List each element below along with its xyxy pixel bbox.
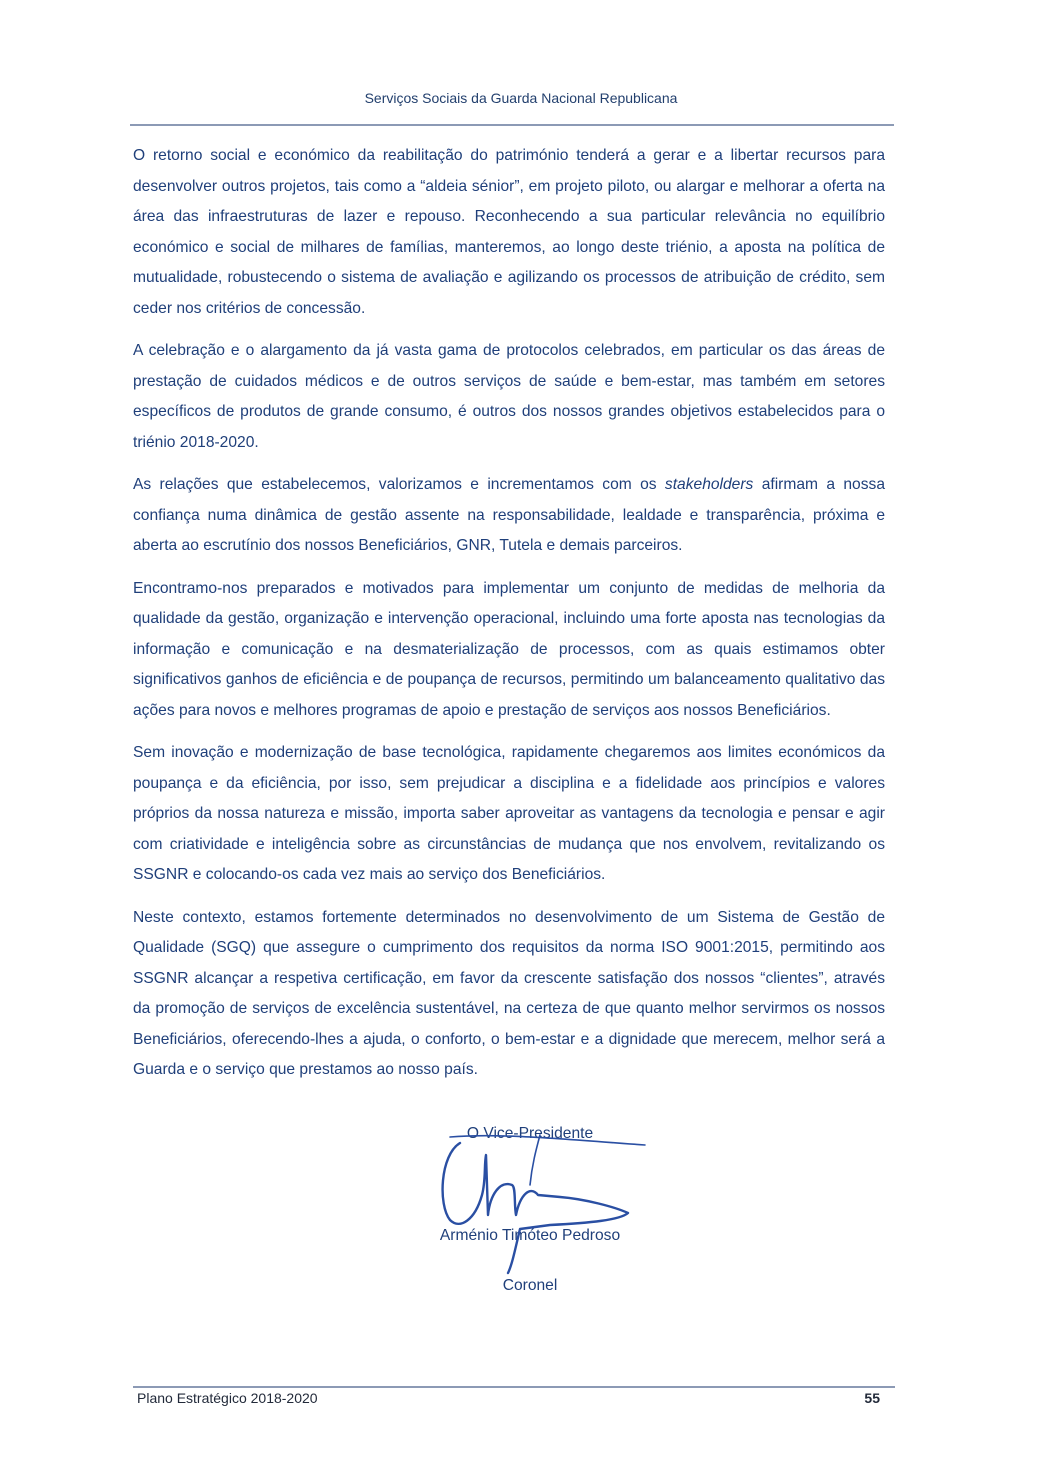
signature-block: [380, 1125, 680, 1315]
footer-divider: [133, 1386, 895, 1388]
paragraph: O retorno social e económico da reabilitação do património tenderá a gerar e a libertar recursos para desenvolver outros projetos, tais como a “aldeia sénior”, em projeto piloto, ou alargar e melhorar a oferta na área das infraestruturas de lazer e repouso. Reconhecendo a sua particular relevância no equilíbrio económico e social de milhares de famílias, manteremos, ao longo deste triénio, a aposta na política de mutualidade, robustecendo o sistema de avaliação e agilizando os processos de atribuição de crédito, sem ceder nos critérios de concessão.: [133, 147, 885, 317]
paragraph-emphasis: stakeholders: [664, 476, 754, 493]
signatory-name: Arménio Timóteo Pedroso: [439, 1227, 621, 1244]
footer-document-title: Plano Estratégico 2018-2020: [137, 1390, 318, 1406]
paragraph: Neste contexto, estamos fortemente determinados no desenvolvimento de um Sistema de Gestão de Qualidade (SGQ) que assegure o cumprimento dos requisitos da norma ISO 9001:2015, permitindo aos SSGNR alcançar a respetiva certificação, em favor da crescente satisfação dos nossos “clientes”, através da promoção de serviços de excelência sustentável, na certeza de que quanto melhor servirmos os nossos Beneficiários, oferecendo-lhes a ajuda, o conforto, o bem-estar e a dignidade que merecem, melhor será a Guarda e o serviço que prestamos ao nosso país.: [133, 908, 885, 1078]
header-divider: [130, 124, 894, 126]
signatory-rank: Coronel: [502, 1277, 558, 1294]
paragraph-text: afirmam a nossa confiança numa dinâmica de gestão assente na responsabilidade, lealdade e transparência, próxima e aberta ao escrutínio dos nossos Beneficiários, GNR, Tutela e demais parceiros.: [133, 476, 885, 554]
paragraph-text: As relações que estabelecemos, valorizamos e incrementamos com os: [133, 476, 665, 493]
paragraph: Encontramo-nos preparados e motivados para implementar um conjunto de medidas de melhoria da qualidade da gestão, organização e intervenção operacional, incluindo uma forte aposta nas tecnologias da informação e comunicação e na desmaterialização de processos, com as quais estimamos obter significativos ganhos de eficiência e de poupança de recursos, permitindo um balanceamento qualitativo das ações para novos e melhores programas de apoio e prestação de serviços aos nossos Beneficiários.: [133, 579, 885, 719]
paragraph: [133, 470, 885, 562]
page-header-title: Serviços Sociais da Guarda Nacional Republicana: [364, 90, 678, 106]
paragraph: A celebração e o alargamento da já vasta gama de protocolos celebrados, em particular os das áreas de prestação de cuidados médicos e de outros serviços de saúde e bem-estar, mas também em setores específicos de produtos de grande consumo, é outros dos nossos grandes objetivos estabelecidos para o triénio 2018-2020.: [133, 342, 885, 451]
handwritten-signature-icon: [420, 1125, 660, 1285]
page-number: 55: [864, 1390, 880, 1406]
document-body: [133, 141, 885, 1098]
signatory-title: O Vice-Presidente: [466, 1125, 594, 1142]
paragraph: Sem inovação e modernização de base tecnológica, rapidamente chegaremos aos limites económicos da poupança e da eficiência, por isso, sem prejudicar a disciplina e a fidelidade aos princípios e valores próprios da nossa natureza e missão, importa saber aproveitar as vantagens da tecnologia e pensar e agir com criatividade e inteligência sobre as circunstâncias de mudança que nos envolvem, revitalizando os SSGNR e colocando-os cada vez mais ao serviço dos Beneficiários.: [133, 744, 885, 883]
